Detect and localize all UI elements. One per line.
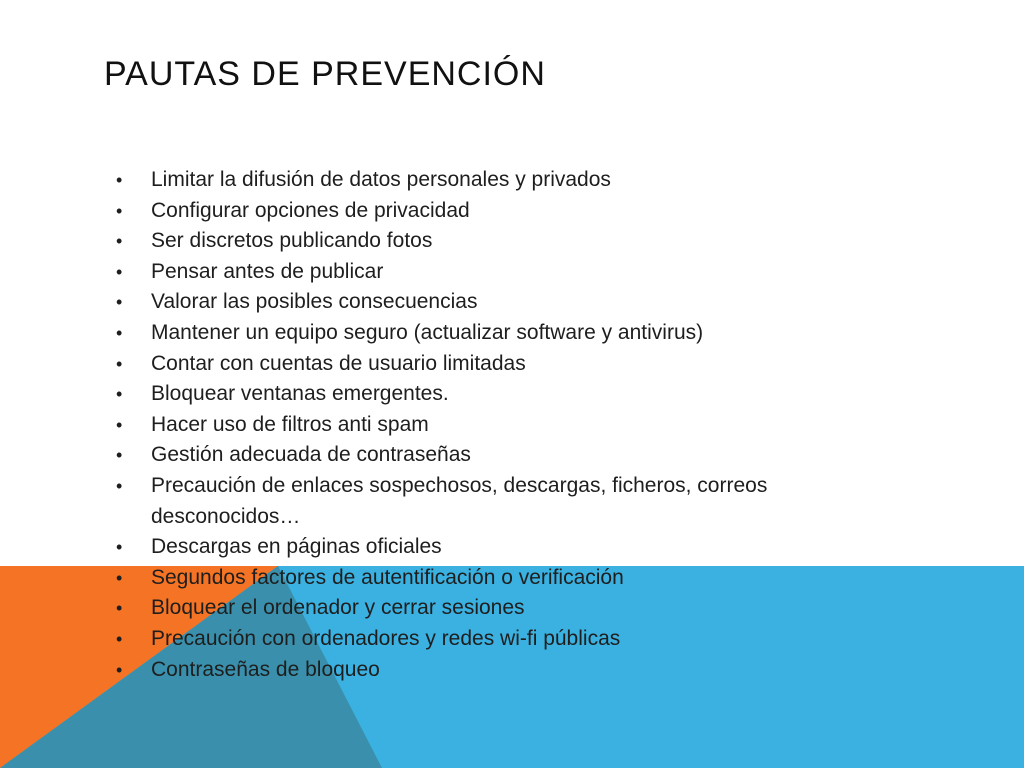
list-item-text: Bloquear el ordenador y cerrar sesiones (151, 596, 525, 620)
list-item-text: Contraseñas de bloqueo (151, 657, 380, 681)
list-item-text: Gestión adecuada de contraseñas (151, 443, 471, 467)
bullet-dot: • (116, 261, 123, 282)
bullet-dot: • (116, 353, 123, 374)
list-item (112, 563, 812, 594)
list-item-text: Limitar la difusión de datos personales y privados (151, 168, 611, 191)
list-item-text: Precaución de enlaces sospechosos, descargas, ficheros, correos desconocidos… (151, 473, 768, 528)
list-item (112, 655, 812, 686)
bullet-list (112, 165, 812, 685)
bullet-dot: • (116, 628, 123, 649)
bullet-dot: • (116, 414, 123, 435)
bullet-dot: • (116, 231, 123, 252)
list-item-text: Configurar opciones de privacidad (151, 198, 470, 222)
list-item-text: Pensar antes de publicar (151, 259, 384, 283)
list-item-text: Hacer uso de filtros anti spam (151, 412, 429, 436)
bullet-dot: • (116, 170, 123, 190)
list-item (112, 349, 812, 380)
list-item (112, 196, 812, 227)
bullet-dot: • (116, 322, 123, 343)
list-item (112, 257, 812, 288)
list-item-text: Ser discretos publicando fotos (151, 229, 433, 253)
list-item-text: Valorar las posibles consecuencias (151, 290, 478, 314)
bullet-dot: • (116, 567, 123, 588)
slide-title: PAUTAS DE PREVENCIÓN (104, 55, 546, 93)
list-item (112, 318, 812, 349)
bullet-dot: • (116, 598, 123, 619)
bullet-dot: • (116, 537, 123, 558)
list-item (112, 624, 812, 655)
bullet-dot: • (116, 200, 123, 221)
bullet-dot: • (116, 384, 123, 405)
list-item (112, 410, 812, 441)
list-item (112, 532, 812, 563)
list-item-text: Mantener un equipo seguro (actualizar software y antivirus) (151, 320, 704, 344)
list-item-text: Precaución con ordenadores y redes wi-fi públicas (151, 626, 621, 650)
bullet-dot: • (116, 292, 123, 313)
list-item (112, 379, 812, 410)
list-item (112, 165, 812, 196)
list-item (112, 471, 812, 532)
list-item-text: Segundos factores de autentificación o verificación (151, 565, 624, 589)
list-item-text: Bloquear ventanas emergentes. (151, 382, 449, 406)
bullet-dot: • (116, 659, 123, 680)
list-item (112, 440, 812, 471)
list-item (112, 593, 812, 624)
list-item-text: Descargas en páginas oficiales (151, 535, 442, 559)
list-item-text: Contar con cuentas de usuario limitadas (151, 351, 526, 375)
bullet-dot: • (116, 475, 123, 496)
list-item (112, 226, 812, 257)
bullet-dot: • (116, 445, 123, 466)
list-item (112, 287, 812, 318)
